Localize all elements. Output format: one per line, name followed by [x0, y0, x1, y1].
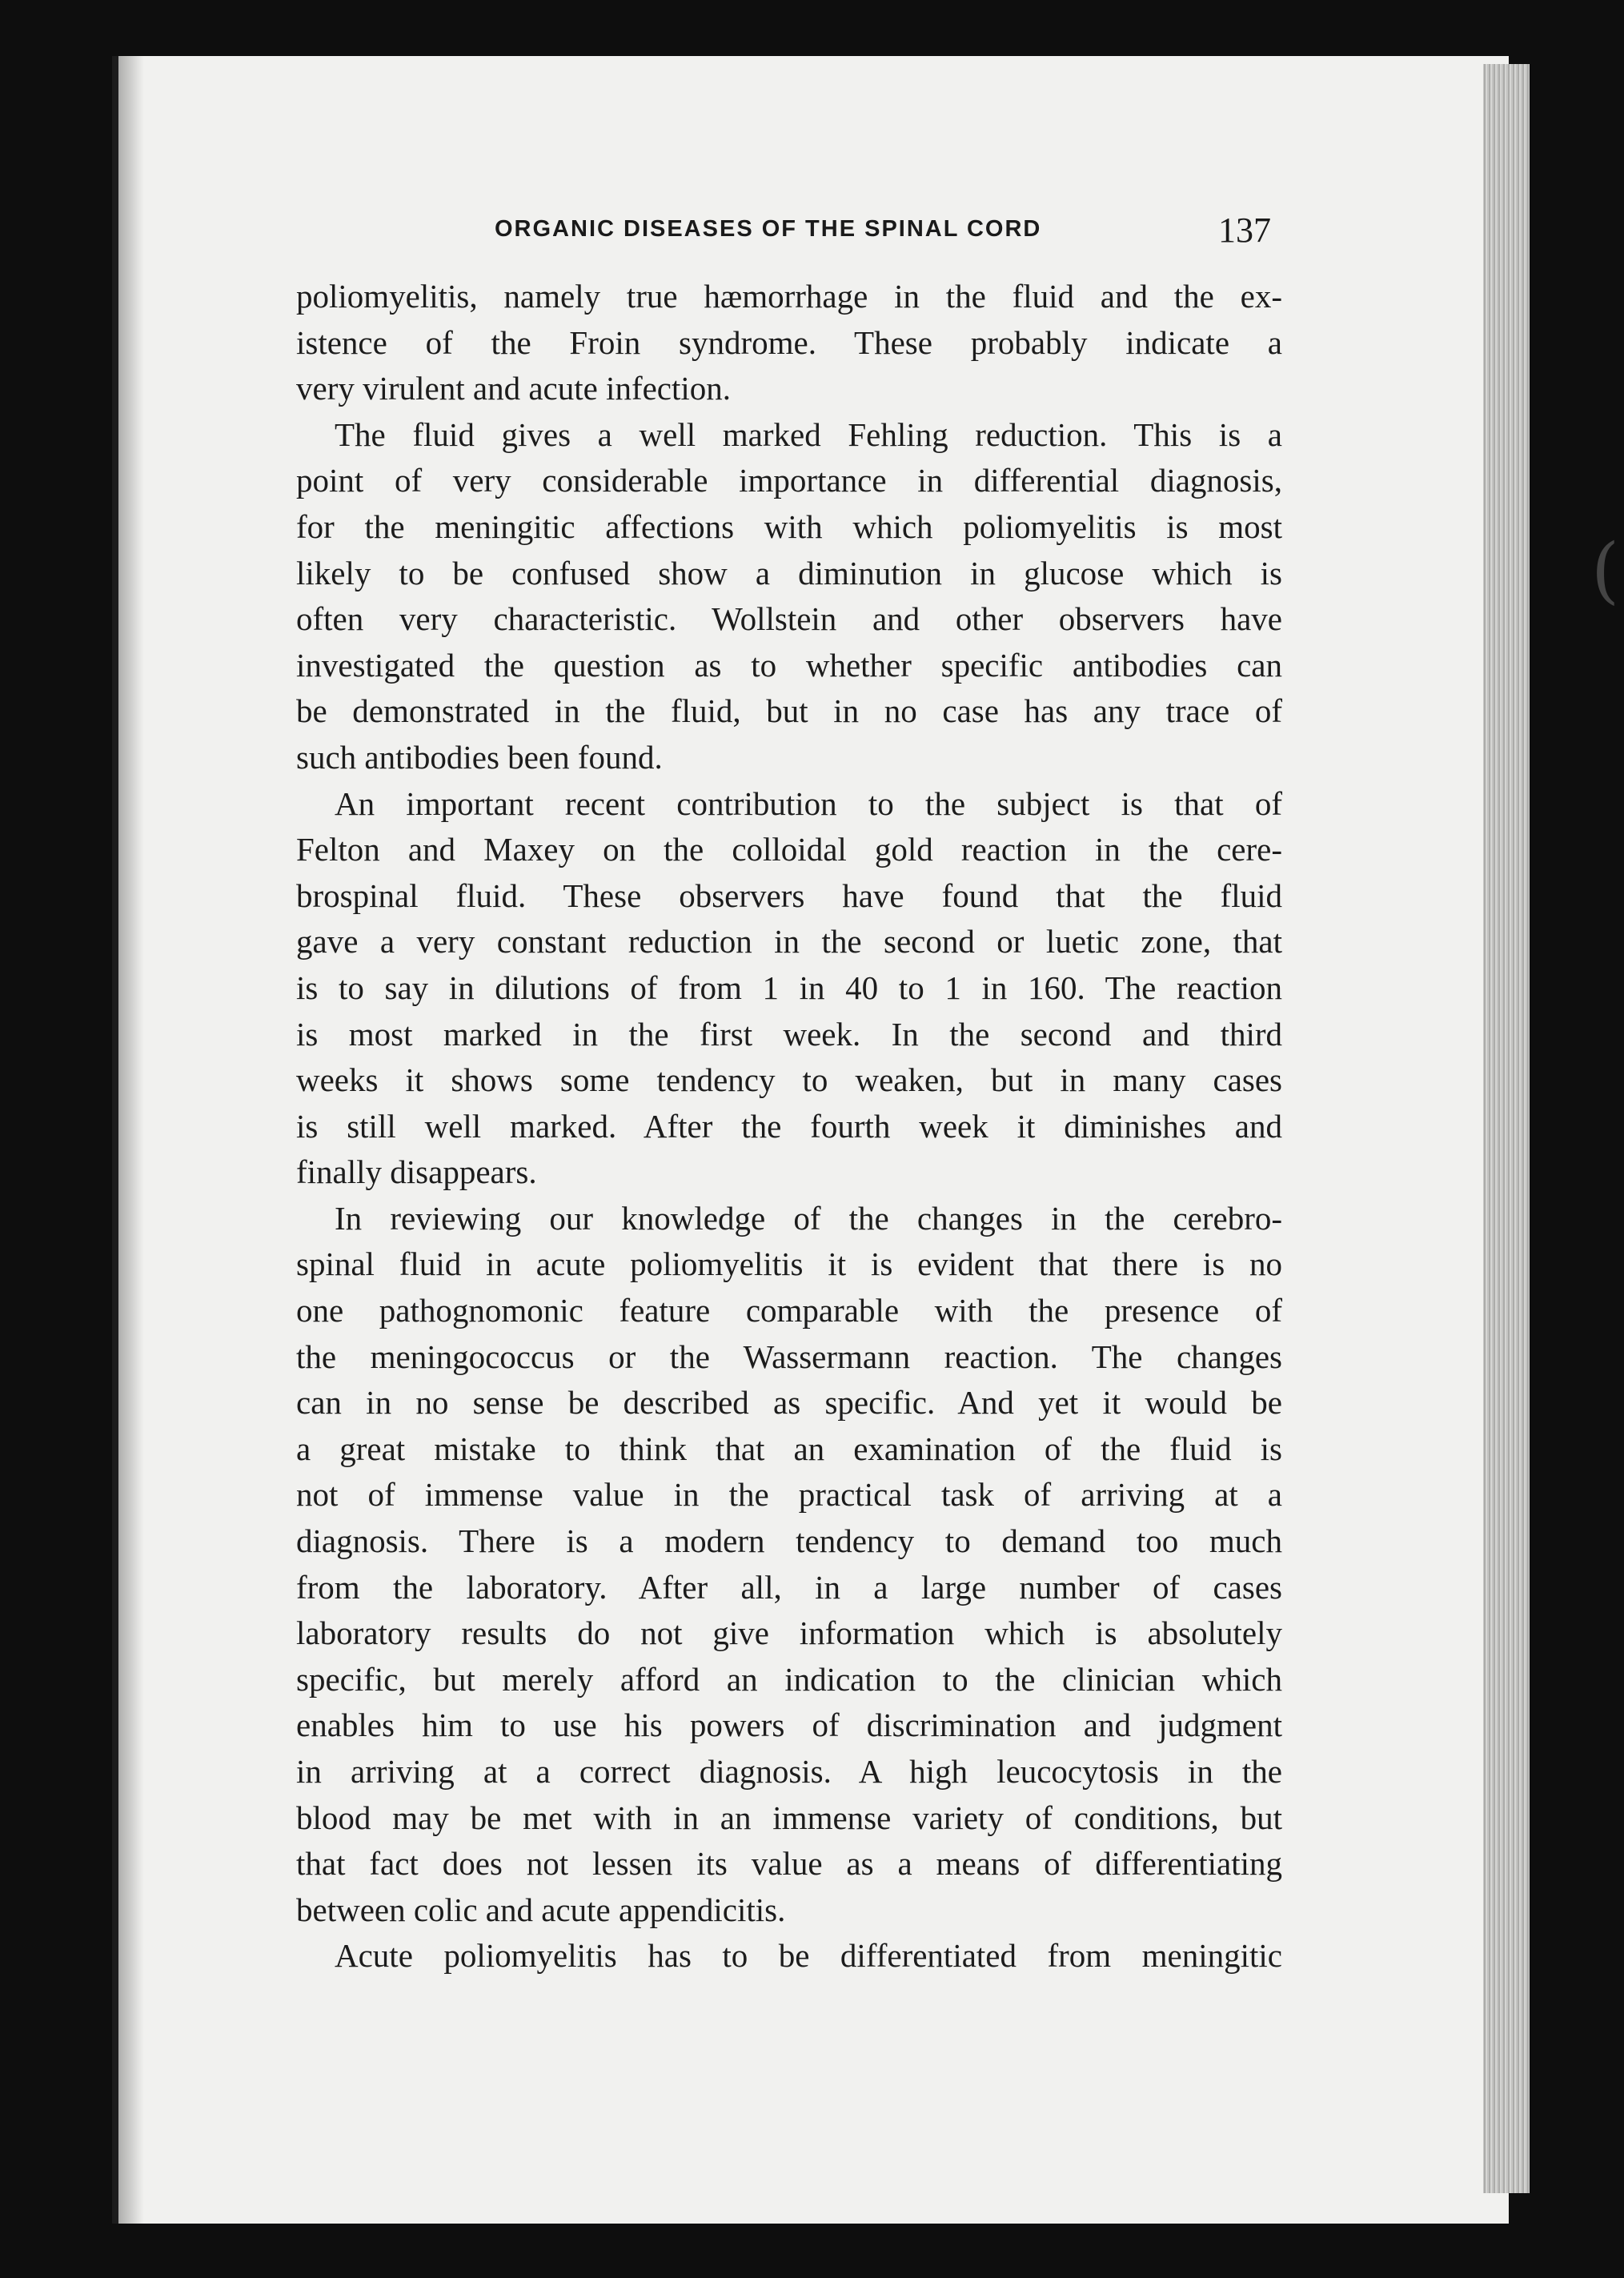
- page-edges: [1483, 64, 1530, 2193]
- text-line: specific, but merely afford an indication to the clinician which: [296, 1660, 1282, 1698]
- text-line: such antibodies been found.: [296, 738, 663, 776]
- text-line: one pathognomonic feature comparable with the presence of: [296, 1292, 1282, 1330]
- text-line: Acute poliomyelitis has to be differentiated from meningitic: [335, 1937, 1282, 1975]
- text-line: investigated the question as to whether specific antibodies can: [296, 646, 1282, 684]
- text-line: istence of the Froin syndrome. These probably indicate a: [296, 323, 1282, 361]
- text-line: enables him to use his powers of discrimination and judgment: [296, 1706, 1282, 1744]
- binding-shadow: [112, 56, 144, 2224]
- text-line: for the meningitic affections with which poliomyelitis is most: [296, 507, 1282, 545]
- text-line: not of immense value in the practical task of arriving at a: [296, 1476, 1282, 1514]
- text-line: a great mistake to think that an examination of the fluid is: [296, 1430, 1282, 1467]
- running-title: ORGANIC DISEASES OF THE SPINAL CORD: [495, 216, 1042, 242]
- text-line: point of very considerable importance in differential diagnosis,: [296, 462, 1282, 499]
- text-line: from the laboratory. After all, in a large number of cases: [296, 1568, 1282, 1606]
- text-line: finally disappears.: [296, 1153, 537, 1191]
- text-line: blood may be met with in an immense variety of conditions, but: [296, 1799, 1282, 1836]
- body-text: [296, 274, 1282, 1979]
- text-line: Felton and Maxey on the colloidal gold reaction in the cere-: [296, 831, 1282, 868]
- text-line: often very characteristic. Wollstein and other observers have: [296, 600, 1282, 638]
- text-line: gave a very constant reduction in the second or luetic zone, that: [296, 923, 1282, 961]
- text-line: brospinal fluid. These observers have found that the fluid: [296, 876, 1282, 914]
- text-line: in arriving at a correct diagnosis. A high leucocytosis in the: [296, 1753, 1282, 1790]
- text-line: is to say in dilutions of from 1 in 40 to 1 in 160. The reaction: [296, 969, 1282, 1006]
- text-line: is still well marked. After the fourth week it diminishes and: [296, 1107, 1282, 1145]
- text-line: laboratory results do not give information which is absolutely: [296, 1614, 1282, 1652]
- text-line: that fact does not lessen its value as a means of differentiating: [296, 1845, 1282, 1883]
- text-line: spinal fluid in acute poliomyelitis it is evident that there is no: [296, 1245, 1282, 1283]
- text-line: be demonstrated in the fluid, but in no case has any trace of: [296, 692, 1282, 730]
- text-line: between colic and acute appendicitis.: [296, 1891, 786, 1928]
- margin-mark: (: [1591, 528, 1620, 612]
- text-line: In reviewing our knowledge of the changes in the cerebro-: [335, 1199, 1282, 1237]
- text-line: can in no sense be described as specific. And yet it would be: [296, 1384, 1282, 1422]
- text-line: poliomyelitis, namely true hæmorrhage in the fluid and the ex-: [296, 278, 1282, 315]
- text-line: diagnosis. There is a modern tendency to demand too much: [296, 1522, 1282, 1560]
- page-number: 137: [1218, 211, 1271, 250]
- text-line: The fluid gives a well marked Fehling reduction. This is a: [335, 415, 1282, 453]
- text-line: the meningococcus or the Wassermann reaction. The changes: [296, 1338, 1282, 1375]
- text-line: weeks it shows some tendency to weaken, but in many cases: [296, 1061, 1282, 1099]
- text-line: likely to be confused show a diminution in glucose which is: [296, 554, 1282, 592]
- text-line: An important recent contribution to the subject is that of: [335, 784, 1282, 822]
- text-line: very virulent and acute infection.: [296, 370, 732, 407]
- page-header: [296, 210, 1282, 258]
- text-line: is most marked in the first week. In the second and third: [296, 1015, 1282, 1053]
